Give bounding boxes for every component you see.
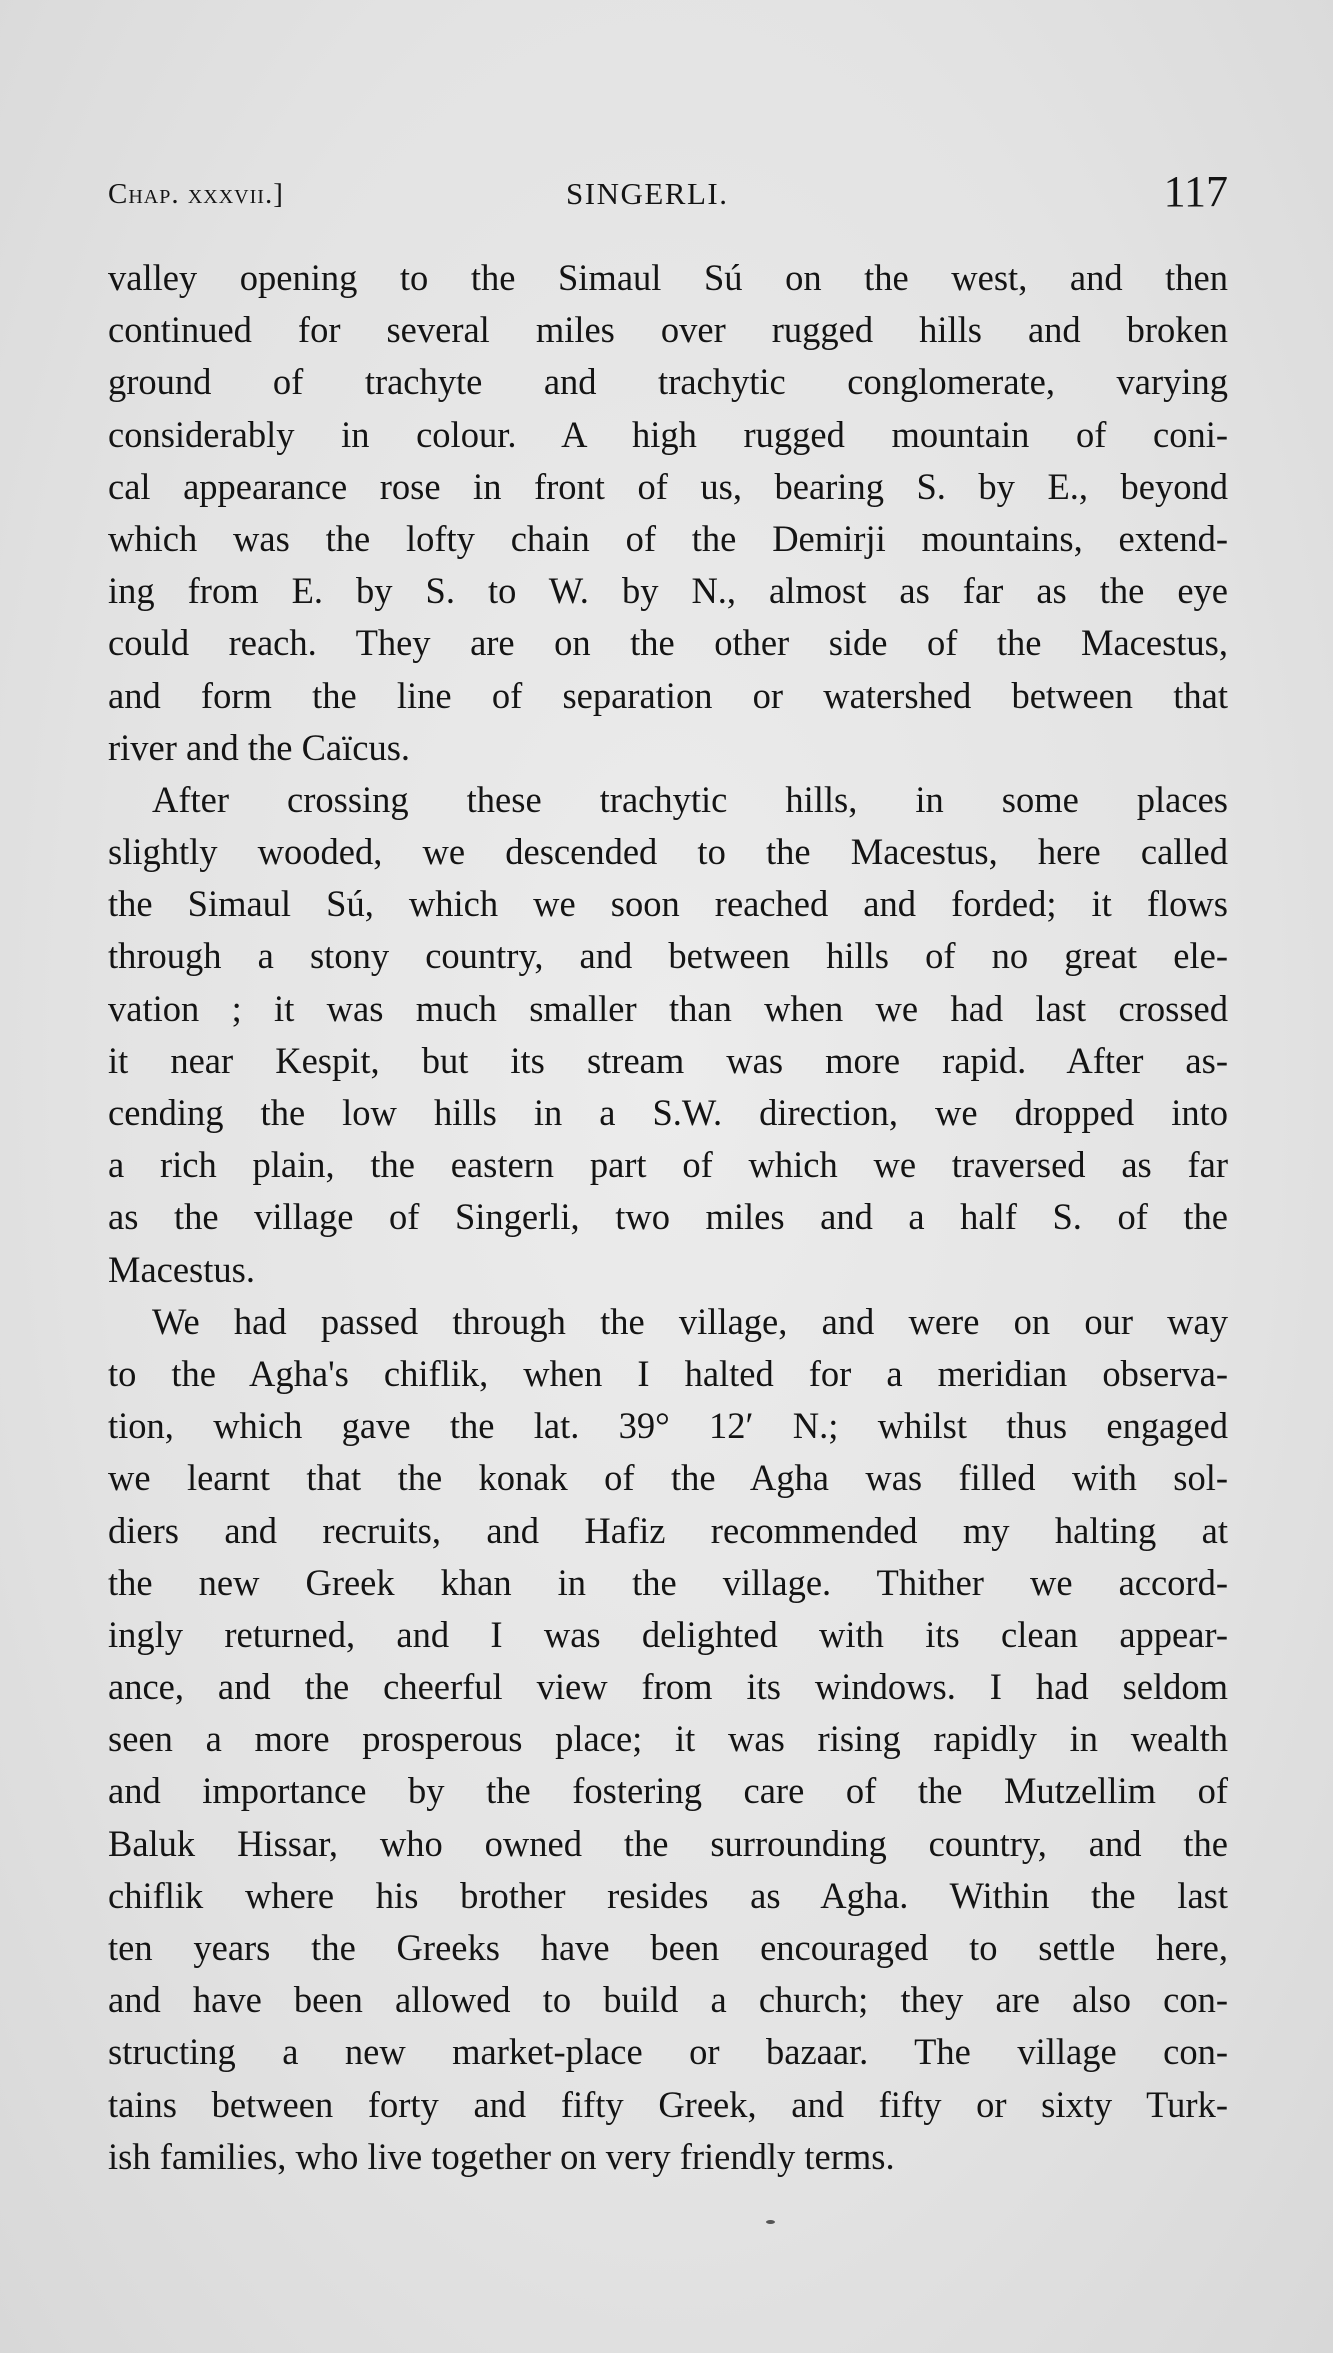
body-text [108,252,1228,2183]
paper-speck [766,2220,775,2224]
text-line: cal appearance rose in front of us, bearing S. by E., beyond [108,465,1228,507]
text-line: structing a new market-place or bazaar. The village con- [108,2031,1228,2073]
text-line: and importance by the fostering care of the Mutzellim of [108,1770,1228,1812]
text-line: Macestus. [108,1248,255,1290]
text-line: which was the lofty chain of the Demirji mountains, extend- [108,517,1228,559]
running-title: SINGERLI. [566,176,729,211]
text-line: the new Greek khan in the village. Thither we accord- [108,1561,1228,1603]
text-line: vation ; it was much smaller than when we had last crossed [108,987,1228,1029]
text-line: ten years the Greeks have been encouraged to settle here, [108,1927,1228,1968]
text-line: through a stony country, and between hills of no great ele- [108,935,1228,977]
text-line: to the Agha's chiflik, when I halted for a meridian observa- [108,1352,1228,1394]
running-header [108,166,1228,222]
text-line: chiflik where his brother resides as Agha. Within the last [108,1874,1228,1916]
text-line: ingly returned, and I was delighted with its clean appear- [108,1613,1228,1655]
text-line: and form the line of separation or watershed between that [108,674,1228,716]
text-line: a rich plain, the eastern part of which we traversed as far [108,1144,1228,1186]
text-line: as the village of Singerli, two miles and a half S. of the [108,1196,1228,1238]
text-line: considerably in colour. A high rugged mountain of coni- [108,413,1228,455]
text-line: the Simaul Sú, which we soon reached and forded; it flows [108,883,1228,925]
text-line: it near Kespit, but its stream was more rapid. After as- [108,1039,1228,1081]
text-line: ish families, who live together on very friendly terms. [108,2135,895,2177]
text-line: river and the Caïcus. [108,726,411,768]
text-line: continued for several miles over rugged hills and broken [108,309,1228,351]
text-line: tains between forty and fifty Greek, and fifty or sixty Turk- [108,2083,1228,2125]
text-line: tion, which gave the lat. 39° 12′ N.; whilst thus engaged [108,1405,1228,1447]
text-line: could reach. They are on the other side of the Macestus, [108,622,1228,664]
text-line: diers and recruits, and Hafiz recommended my halting at [108,1509,1228,1551]
text-line: Baluk Hissar, who owned the surrounding country, and the [108,1822,1228,1864]
text-line: valley opening to the Simaul Sú on the west, and then [108,257,1228,298]
text-line: and have been allowed to build a church; they are also con- [108,1979,1228,2021]
text-line: seen a more prosperous place; it was rising rapidly in wealth [108,1718,1228,1760]
text-line: ing from E. by S. to W. by N., almost as far as the eye [108,570,1228,612]
text-line: ground of trachyte and trachytic conglomerate, varying [108,361,1228,403]
text-line: cending the low hills in a S.W. direction, we dropped into [108,1092,1228,1133]
text-line: we learnt that the konak of the Agha was filled with sol- [108,1457,1228,1499]
text-line: We had passed through the village, and were on our way [152,1300,1228,1342]
text-line: slightly wooded, we descended to the Macestus, here called [108,831,1228,873]
page-number: 117 [1163,167,1228,216]
text-line: ance, and the cheerful view from its windows. I had seldom [108,1666,1228,1708]
chapter-label: Chap. xxxvii.] [108,178,284,210]
text-line: After crossing these trachytic hills, in some places [152,778,1228,820]
